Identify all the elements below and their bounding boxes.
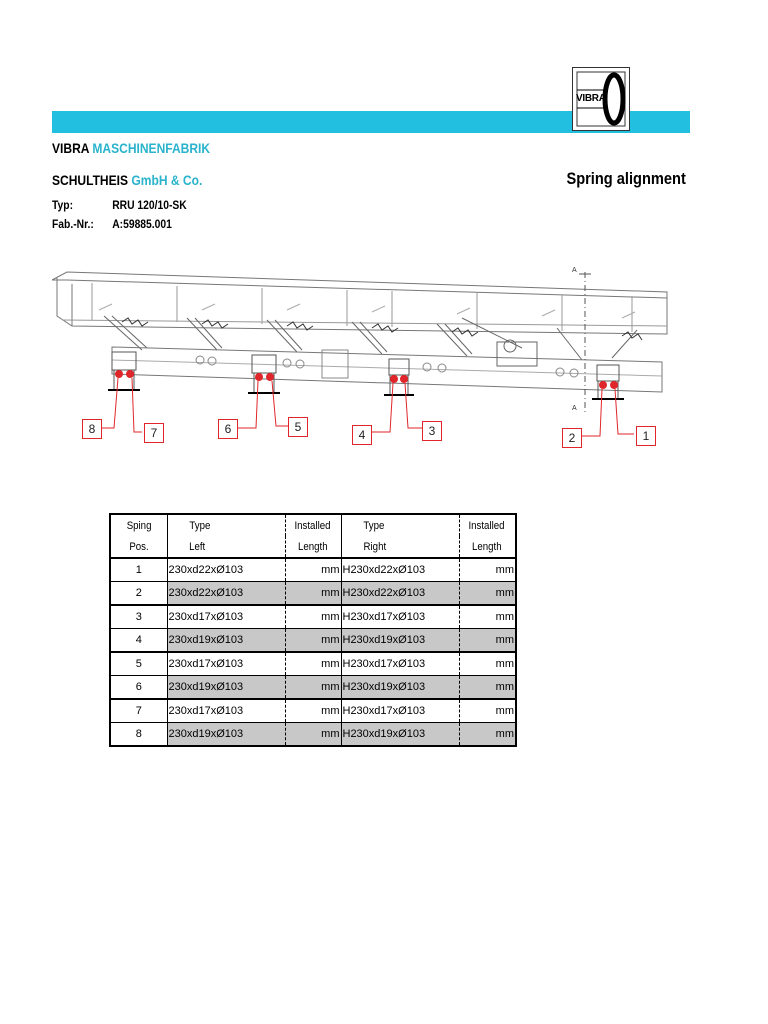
header-length-right: Installed bbox=[468, 519, 505, 532]
cell-type-right: H230xd17xØ103 bbox=[341, 605, 459, 629]
company-name: VIBRA bbox=[52, 140, 90, 156]
header-type-left: Type bbox=[167, 514, 285, 536]
cell-length-right: mm bbox=[459, 558, 516, 582]
company-name-accent: MASCHINENFABRIK bbox=[92, 140, 211, 156]
cell-length-right: mm bbox=[459, 723, 516, 747]
cell-type-left: 230xd19xØ103 bbox=[167, 629, 285, 653]
table-row bbox=[110, 629, 516, 653]
cell-type-right: H230xd19xØ103 bbox=[341, 629, 459, 653]
cell-pos: 2 bbox=[110, 582, 167, 606]
header-type-right: Type bbox=[341, 514, 459, 536]
callout-1: 1 bbox=[636, 426, 656, 446]
company-line-2 bbox=[52, 172, 202, 188]
cell-length-right: mm bbox=[459, 605, 516, 629]
cell-type-left: 230xd22xØ103 bbox=[167, 558, 285, 582]
cell-type-right: H230xd19xØ103 bbox=[341, 723, 459, 747]
cell-length-right: mm bbox=[459, 699, 516, 723]
header-pos: Sping bbox=[110, 514, 167, 536]
company-owner-accent: GmbH & Co. bbox=[131, 172, 203, 188]
header-length-left: Installed bbox=[285, 514, 341, 536]
table-row bbox=[110, 676, 516, 700]
cell-type-left: 230xd22xØ103 bbox=[167, 582, 285, 606]
spring-table bbox=[109, 513, 517, 747]
callout-5: 5 bbox=[288, 417, 308, 437]
cell-type-left: 230xd17xØ103 bbox=[167, 652, 285, 676]
table-row bbox=[110, 582, 516, 606]
logo-text: VIBRA bbox=[576, 93, 606, 104]
section-label-top: A bbox=[572, 267, 577, 274]
header-length-right-2: Length bbox=[471, 540, 502, 553]
cell-length-right: mm bbox=[459, 676, 516, 700]
table-row bbox=[110, 558, 516, 582]
cell-type-right: H230xd19xØ103 bbox=[341, 676, 459, 700]
table-header-row-1 bbox=[110, 514, 516, 536]
cell-length-left: mm bbox=[285, 723, 341, 747]
fab-label: Fab.-Nr.: bbox=[52, 217, 94, 231]
vibra-logo bbox=[572, 67, 630, 131]
cell-pos: 5 bbox=[110, 652, 167, 676]
cell-type-right: H230xd17xØ103 bbox=[341, 699, 459, 723]
cell-length-left: mm bbox=[285, 699, 341, 723]
table-row bbox=[110, 605, 516, 629]
cell-type-left: 230xd17xØ103 bbox=[167, 605, 285, 629]
cell-type-right: H230xd22xØ103 bbox=[341, 582, 459, 606]
callout-4: 4 bbox=[352, 425, 372, 445]
cell-pos: 7 bbox=[110, 699, 167, 723]
cell-length-left: mm bbox=[285, 558, 341, 582]
cell-pos: 8 bbox=[110, 723, 167, 747]
table-row bbox=[110, 699, 516, 723]
cell-length-left: mm bbox=[285, 676, 341, 700]
header-length-left-2: Length bbox=[285, 536, 341, 558]
cell-type-left: 230xd19xØ103 bbox=[167, 723, 285, 747]
callout-3: 3 bbox=[422, 421, 442, 441]
cell-type-left: 230xd19xØ103 bbox=[167, 676, 285, 700]
header-type-left-2: Left bbox=[167, 536, 285, 558]
callout-6: 6 bbox=[218, 419, 238, 439]
header-type-right-2: Right bbox=[341, 536, 459, 558]
table-row bbox=[110, 652, 516, 676]
cell-length-right: mm bbox=[459, 582, 516, 606]
cell-type-right: H230xd22xØ103 bbox=[341, 558, 459, 582]
company-owner: SCHULTHEIS bbox=[52, 172, 129, 188]
table-row bbox=[110, 723, 516, 747]
header-pos-2: Pos. bbox=[110, 536, 167, 558]
cell-length-left: mm bbox=[285, 605, 341, 629]
company-line-1 bbox=[52, 140, 210, 156]
cell-pos: 1 bbox=[110, 558, 167, 582]
cell-length-left: mm bbox=[285, 582, 341, 606]
cell-pos: 3 bbox=[110, 605, 167, 629]
cell-length-left: mm bbox=[285, 652, 341, 676]
section-label-bottom: A bbox=[572, 405, 577, 412]
cell-type-left: 230xd17xØ103 bbox=[167, 699, 285, 723]
cell-length-right: mm bbox=[459, 652, 516, 676]
type-value: RRU 120/10-SK bbox=[112, 198, 187, 212]
cell-length-right: mm bbox=[459, 629, 516, 653]
cell-pos: 6 bbox=[110, 676, 167, 700]
cell-type-right: H230xd17xØ103 bbox=[341, 652, 459, 676]
callout-2: 2 bbox=[562, 428, 582, 448]
callout-8: 8 bbox=[82, 419, 102, 439]
table-header-row-2 bbox=[110, 536, 516, 558]
page-title: Spring alignment bbox=[566, 169, 686, 188]
fab-value: A:59885.001 bbox=[112, 217, 172, 231]
type-label: Typ: bbox=[52, 198, 74, 212]
callout-7: 7 bbox=[144, 423, 164, 443]
type-row bbox=[52, 198, 187, 212]
cell-length-left: mm bbox=[285, 629, 341, 653]
cell-pos: 4 bbox=[110, 629, 167, 653]
fab-row bbox=[52, 217, 172, 231]
